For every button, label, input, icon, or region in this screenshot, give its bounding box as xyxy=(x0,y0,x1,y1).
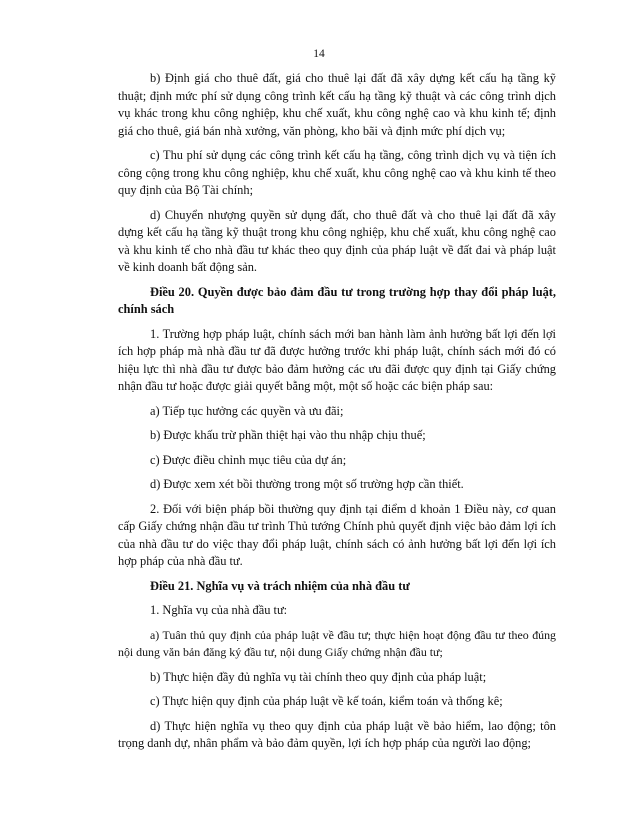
article-20-heading: Điều 20. Quyền được bảo đảm đầu tư trong trường hợp thay đổi pháp luật, chính sách xyxy=(118,284,556,316)
article-21-item-d: d) Thực hiện nghĩa vụ theo quy định của pháp luật về bảo hiểm, lao động; tôn trọng danh dự, nhân phẩm và bảo đảm quyền, lợi ích hợp pháp của người lao động; xyxy=(118,718,556,750)
article-21-clause-1: 1. Nghĩa vụ của nhà đầu tư: xyxy=(150,603,288,617)
article-20-item-b: b) Được khấu trừ phần thiệt hại vào thu nhập chịu thuế; xyxy=(150,428,426,442)
article-21-item-c: c) Thực hiện quy định của pháp luật về kế toán, kiểm toán và thống kê; xyxy=(150,694,503,708)
article-20-clause-1: 1. Trường hợp pháp luật, chính sách mới ban hành làm ảnh hưởng bất lợi đến lợi ích hợp pháp mà nhà đầu tư đã được hưởng trước khi pháp luật, chính sách mới đó có hiệu lực thì nhà đầu tư được bảo đảm hưởng các ưu đãi được quy định tại Giấy chứng nhận đầu tư hoặc được giải quyết bằng một, một số hoặc các biện pháp sau: xyxy=(118,326,556,393)
page-number: 14 xyxy=(313,48,325,60)
article-21-heading: Điều 21. Nghĩa vụ và trách nhiệm của nhà đầu tư xyxy=(150,578,410,593)
paragraph-c-thu-phi: c) Thu phí sử dụng các công trình kết cấu hạ tầng, công trình dịch vụ và tiện ích công cộng trong khu công nghiệp, khu chế xuất, khu công nghệ cao và khu kinh tế theo quy định của Bộ Tài chính; xyxy=(118,148,556,197)
paragraph-d-chuyen-nhuong: d) Chuyển nhượng quyền sử dụng đất, cho thuê đất và cho thuê lại đất đã xây dựng kết cấu hạ tầng kỹ thuật trong khu công nghiệp, khu chế xuất, khu công nghệ cao và khu kinh tế cho nhà đầu tư khác theo quy định của pháp luật về đất đai và pháp luật về kinh doanh bất động sản. xyxy=(118,207,556,274)
article-20-item-c: c) Được điều chỉnh mục tiêu của dự án; xyxy=(150,452,347,467)
article-20-clause-2: 2. Đối với biện pháp bồi thường quy định tại điểm d khoản 1 Điều này, cơ quan cấp Giấy chứng nhận đầu tư trình Thủ tướng Chính phủ quyết định việc bảo đảm lợi ích của nhà đầu tư do việc thay đổi pháp luật, chính sách có ảnh hưởng bất lợi đến lợi ích hợp pháp của nhà đầu tư. xyxy=(118,501,556,568)
document-body xyxy=(118,70,556,760)
article-20-item-d: d) Được xem xét bồi thường trong một số trường hợp cần thiết. xyxy=(150,477,464,491)
article-21-item-b: b) Thực hiện đầy đủ nghĩa vụ tài chính theo quy định của pháp luật; xyxy=(150,669,487,684)
article-21-item-a: a) Tuân thủ quy định của pháp luật về đầu tư; thực hiện hoạt động đầu tư theo đúng nội dung văn bản đăng ký đầu tư, nội dung Giấy chứng nhận đầu tư; xyxy=(118,627,556,659)
article-20-item-a: a) Tiếp tục hưởng các quyền và ưu đãi; xyxy=(150,403,344,418)
paragraph-b-dinh-gia: b) Định giá cho thuê đất, giá cho thuê lại đất đã xây dựng kết cấu hạ tầng kỹ thuật; định mức phí sử dụng công trình kết cấu hạ tầng kỹ thuật và các công trình dịch vụ khác trong khu công nghiệp, khu chế xuất, khu công nghệ cao và khu kinh tế; định giá cho thuê, giá bán nhà xưởng, văn phòng, kho bãi và định mức phí dịch vụ; xyxy=(118,71,556,138)
